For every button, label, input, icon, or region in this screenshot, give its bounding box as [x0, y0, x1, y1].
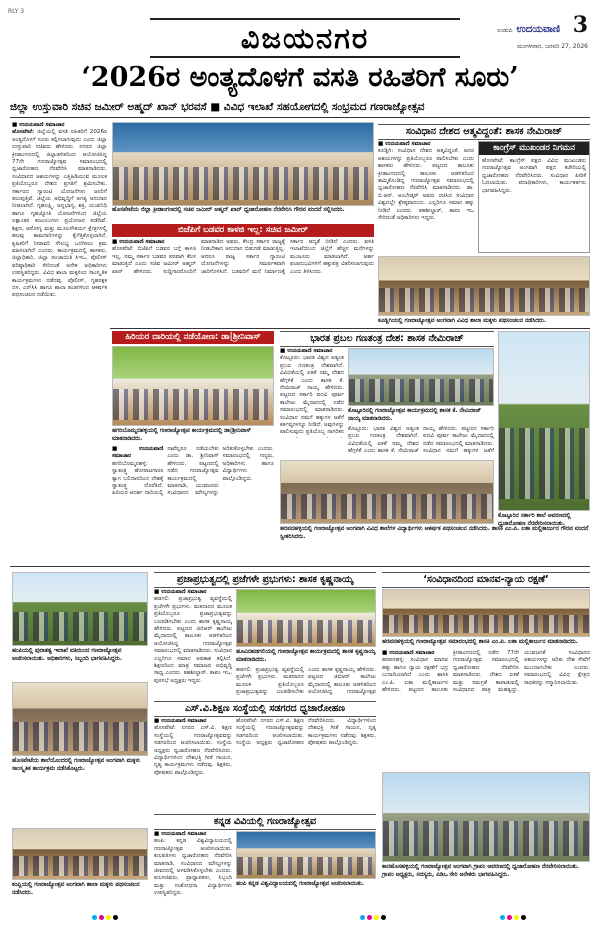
samvidhana-photo — [382, 589, 590, 637]
sandur-photo-caption: ಕೂಡ್ಲಿಗಿಯಲ್ಲಿ ಗಣರಾಜ್ಯೋತ್ಸವ ಅಂಗವಾಗಿ ವಿವಿಧ ಶಾಲಾ ಮಕ್ಕಳು ಪಥಸಂಚಲನ ನಡೆಸಿದರು. — [378, 318, 547, 324]
paper-prefix: ಉಡುಪಿ — [497, 27, 513, 34]
dateline: ಹೊಸಪೇಟೆ: — [12, 129, 35, 136]
school-event-photo — [12, 682, 148, 756]
story-sv-text-cont: ಹೊಸಪೇಟೆ: ನಗರದ ಎಸ್.ವಿ. ಶಿಕ್ಷಣ ಸಂಸ್ಥೆಯಲ್ಲಿ ಗಣರಾಜ್ಯೋತ್ಸವವನ್ನು ಸಡಗರದಿಂದ ಆಚರಿಸಲಾಯಿತು. ಸಂಸ್ಥೆಯ ಅಧ್ಯಕ್ಷರು ಧ್ವಜಾರೋಹಣ ನೆರವೇರಿಸಿದರು. ವಿದ್ಯಾರ್ಥಿಗಳಿಂದ ದೇಶಭಕ್ತಿ ಗೀತೆ ಗಾಯನ, ನೃತ್ಯ ಕಾರ್ಯಕ್ರಮಗಳು ನಡೆದವು. ಶಿಕ್ಷಕರು, ಪೋಷಕರು ಪಾಲ್ಗೊಂಡಿದ್ದರು. — [236, 718, 376, 747]
issue-date: ಮಂಗಳವಾರ, ಜನವರಿ 27, 2026 — [517, 43, 588, 50]
registration-marks — [360, 915, 386, 920]
samvidhana-photo-caption: ಹರಪನಹಳ್ಳಿಯಲ್ಲಿ ಗಣರಾಜ್ಯೋತ್ಸವ ಸಮಾರಂಭದಲ್ಲಿ ಶಾಸಕಿ ಎಂ.ಪಿ. ಲತಾ ಮಲ್ಲಿಕಾರ್ಜುನ ಮಾತನಾಡಿದರು. — [382, 639, 578, 645]
story-bharat-kicker: ಭಾರತ ಪ್ರಬಲ ಗಣತಂತ್ರ ದೇಶ: ಶಾಸಕ ನೇಮಿರಾಜ್ — [280, 331, 494, 347]
story-samvidhana-body: ಹರಪನಹಳ್ಳಿ: ಸಂವಿಧಾನ ಮಾನವ ಹಕ್ಕು ಹಾಗೂ ನ್ಯಾಯ ರಕ್ಷಣೆಗೆ ಭದ್ರ ಬುನಾದಿಯಾಗಿದೆ ಎಂದು ಶಾಸಕಿ ಎಂ.ಪಿ. ಲತಾ ಮಲ್ಲಿಕಾರ್ಜುನ ಹೇಳಿದರು. ಪಟ್ಟಣದ ತಾಲೂಕು ಕ್ರೀಡಾಂಗಣದಲ್ಲಿ ನಡೆದ 77ನೇ ಗಣರಾಜ್ಯೋತ್ಸವ ಸಮಾರಂಭದಲ್ಲಿ ಧ್ವಜಾರೋಹಣ ನೆರವೇರಿಸಿ ಮಾತನಾಡಿದರು. ದೇಶದ ಏಕತೆ ಮತ್ತು ಸಮಗ್ರತೆ ಕಾಪಾಡುವಲ್ಲಿ ಸಂವಿಧಾನದ ಪಾತ್ರ ಮಹತ್ವದ್ದು. ಯುವಜನತೆ ಸಂವಿಧಾನದ ಆಶಯಗಳನ್ನು ಅರಿತು ದೇಶ ಸೇವೆಗೆ ಮುಂದಾಗಬೇಕು ಎಂದರು. ಸಮಾರಂಭದಲ್ಲಿ ವಿವಿಧ ಕ್ಷೇತ್ರದ ಸಾಧಕರನ್ನು ಸನ್ಮಾನಿಸಲಾಯಿತು. — [382, 650, 590, 694]
story-bharat-body: ಕೊಟ್ಟೂರು: ಭಾರತ ವಿಶ್ವದ ಅತ್ಯಂತ ಪ್ರಬಲ ಗಣತಂತ್ರ ದೇಶವಾಗಿದೆ. ವಿವಿಧತೆಯಲ್ಲಿ ಏಕತೆ ನಮ್ಮ ದೇಶದ ಹೆಗ್ಗಳಿಕೆ ಎಂದು ಶಾಸಕ ಕೆ. ನೇಮಿರಾಜ್ ನಾಯ್ಕ ಹೇಳಿದರು. ಪಟ್ಟಣದ ಸರ್ಕಾರಿ ಪದವಿ ಪೂರ್ವ ಕಾಲೇಜು ಮೈದಾನದಲ್ಲಿ ನಡೆದ ಸಮಾರಂಭದಲ್ಲಿ ಮಾತನಾಡಿದರು. ಸಂವಿಧಾನ ನಮಗೆ ಹಕ್ಕುಗಳ ಜತೆಗೆ ಕರ್ತವ್ಯಗಳನ್ನೂ ನೀಡಿದೆ. ಅವುಗಳನ್ನು ಪಾಲಿಸುವುದು ಪ್ರತಿಯೊಬ್ಬ ನಾಗರಿಕನ — [280, 355, 344, 436]
lead-subhead: ಜಿಲ್ಲಾ ಉಸ್ತುವಾರಿ ಸಚಿವ ಜಮೀರ್ ಅಹ್ಮದ್ ಖಾನ್ ಭರವಸೆ ■ ವಿವಿಧ ಇಲಾಖೆ ಸಹಯೋಗದಲ್ಲಿ ಸಂಭ್ರಮದ ಗಣರಾಜ್ಯೋತ್ಸವ — [10, 101, 425, 113]
lead-photo — [112, 122, 374, 206]
hiriya-photo-caption: ಹಗರಿಬೊಮ್ಮನಹಳ್ಳಿಯಲ್ಲಿ ಗಣರಾಜ್ಯೋತ್ಸವ ಕಾರ್ಯಕ್ರಮದಲ್ಲಿ ಡಾ|ಶ್ರೀನಿವಾಸ್ ಮಾತನಾಡಿದರು. — [112, 428, 252, 442]
story-pragati-body: ಹಡಗಲಿ: ಪ್ರಜಾಪ್ರಭುತ್ವ ವ್ಯವಸ್ಥೆಯಲ್ಲಿ ಪ್ರಜೆಗಳೇ ಪ್ರಭುಗಳು. ಮತದಾನದ ಮೂಲಕ ಪ್ರತಿಯೊಬ್ಬರೂ ಪ್ರಜಾಪ್ರಭುತ್ವವನ್ನು ಬಲಪಡಿಸಬೇಕು ಎಂದು ಶಾಸಕ ಕೃಷ್ಣನಾಯ್ಕ ಹೇಳಿದರು. ಪಟ್ಟಣದ ಜಿಬಿಆರ್ ಕಾಲೇಜು ಮೈದಾನದಲ್ಲಿ ತಾಲೂಕು ಆಡಳಿತದಿಂದ ಆಯೋಜಿಸಿದ್ದ ಗಣರಾಜ್ಯೋತ್ಸವ ಸಮಾರಂಭದಲ್ಲಿ ಮಾತನಾಡಿದರು. ಸಂವಿಧಾನ ಎಲ್ಲರಿಗೂ ಸಮಾನ ಅವಕಾಶ ಕಲ್ಪಿಸಿದೆ. ಶಿಕ್ಷಣದಿಂದ ಮಾತ್ರ ಸಮಾಜದ ಅಭಿವೃದ್ಧಿ ಸಾಧ್ಯ ಎಂದರು. ತಹಶೀಲ್ದಾರ್, ತಾಪಂ ಇಒ, ಪುರಸಭೆ ಅಧ್ಯಕ್ಷರು ಇದ್ದರು. — [154, 596, 232, 684]
story-bjp-body: ಹೊಸಪೇಟೆ: ಬಿಜೆಪಿಗೆ ಬಡವರ ಬಗ್ಗೆ ಕಾಳಜಿ ಇಲ್ಲ. ನಮ್ಮ ಸರ್ಕಾರ ಬಡವರ ಪರವಾಗಿ ಕೆಲಸ ಮಾಡುತ್ತಿದೆ ಎಂದು ಸಚಿವ ಜಮೀರ್ ಅಹ್ಮದ್ ಖಾನ್ ಹೇಳಿದರು. ಸುದ್ದಿಗಾರರೊಂದಿಗೆ ಮಾತನಾಡಿದ ಅವರು, ಕೇಂದ್ರ ಸರ್ಕಾರ ರಾಜ್ಯಕ್ಕೆ ನೀಡಬೇಕಾದ ಅನುದಾನ ಬಿಡುಗಡೆ ಮಾಡುತ್ತಿಲ್ಲ. ಆದರೂ ರಾಜ್ಯ ಸರ್ಕಾರ ಗ್ಯಾರಂಟಿ ಯೋಜನೆಗಳನ್ನು ಸಮರ್ಪಕವಾಗಿ ಜಾರಿಗೊಳಿಸಿದೆ. ಬಡವರಿಗೆ ಮನೆ ನಿರ್ಮಾಣಕ್ಕೆ ಸರ್ಕಾರ ಆದ್ಯತೆ ನೀಡಿದೆ ಎಂದರು. ವಸತಿ ಇಲಾಖೆಯಿಂದ ಜಿಲ್ಲೆಗೆ ಹೆಚ್ಚಿನ ಮನೆಗಳನ್ನು ಮಂಜೂರು ಮಾಡಲಾಗಿದೆ. ಅರ್ಹ ಫಲಾನುಭವಿಗಳಿಗೆ ಹಕ್ಕುಪತ್ರ ವಿತರಿಸಲಾಗುವುದು ಎಂದು ತಿಳಿಸಿದರು. — [112, 239, 374, 275]
section-title: ವಿಜಯನಗರ — [240, 20, 370, 55]
kannada-photo-caption: ಹಂಪಿ ಕನ್ನಡ ವಿಶ್ವವಿದ್ಯಾಲಯದಲ್ಲಿ ಗಣರಾಜ್ಯೋತ್ಸವ ಆಚರಿಸಲಾಯಿತು. — [236, 881, 365, 887]
byline: ■ ಉದಯವಾಣಿ ಸಮಾಚಾರ — [154, 589, 207, 595]
section-banner — [150, 18, 460, 58]
school-event-caption: ಹೊಸಪೇಟೆಯ ಶಾಲೆಯೊಂದರಲ್ಲಿ ಗಣರಾಜ್ಯೋತ್ಸವ ಅಂಗವಾಗಿ ಮಕ್ಕಳು ಸಾಂಸ್ಕೃತಿಕ ಕಾರ್ಯಕ್ರಮ ನಡೆಸಿಕೊಟ್ಟರು. — [12, 758, 141, 772]
school-photo-caption: ಕೊಟ್ಟೂರಿನ ಸರ್ಕಾರಿ ಶಾಲೆ ಆವರಣದಲ್ಲಿ ಧ್ವಜಾರೋಹಣ ನೆರವೇರಿಸಲಾಯಿತು. — [498, 513, 571, 527]
story-hiriya-body: ಹಗರಿಬೊಮ್ಮನಹಳ್ಳಿ: ಸ್ವಾತಂತ್ರ್ಯ ಹೋರಾಟಗಾರರ ತ್ಯಾಗ ಬಲಿದಾನದಿಂದ ದೇಶಕ್ಕೆ ಸ್ವಾತಂತ್ರ್ಯ ದೊರೆತಿದೆ. ಹಿರಿಯರ ಆದರ್ಶ ದಾರಿಯಲ್ಲಿ ನಾವೆಲ್ಲರೂ ನಡೆಯಬೇಕು ಎಂದು ಡಾ. ಶ್ರೀನಿವಾಸ್ ಹೇಳಿದರು. ಪಟ್ಟಣದಲ್ಲಿ ನಡೆದ ಗಣರಾಜ್ಯೋತ್ಸವ ಕಾರ್ಯಕ್ರಮದಲ್ಲಿ ಮಾತನಾಡಿ, ಯುವಜನರು ಸಂವಿಧಾನದ ಮೌಲ್ಯಗಳನ್ನು ಅರಿತುಕೊಳ್ಳಬೇಕು ಎಂದರು. ಸಮಾರಂಭದಲ್ಲಿ ಗಣ್ಯರು, ಅಧಿಕಾರಿಗಳು ಹಾಗೂ ವಿದ್ಯಾರ್ಥಿಗಳು ಪಾಲ್ಗೊಂಡಿದ್ದರು. — [112, 446, 274, 497]
lead-story-body: ಜಿಲ್ಲೆಯಲ್ಲಿ ವಸತಿ ರಹಿತರಿಗೆ 2026ರ ಅಂತ್ಯದೊಳಗೆ ಸೂರು ಕಲ್ಪಿಸಲಾಗುವುದು ಎಂದು ಜಿಲ್ಲಾ ಉಸ್ತುವಾರಿ ಸಚಿವರು ಹೇಳಿದರು. ನಗರದ ಜಿಲ್ಲಾ ಕ್ರೀಡಾಂಗಣದಲ್ಲಿ ಜಿಲ್ಲಾಡಳಿತದಿಂದ ಆಯೋಜಿಸಿದ್ದ 77ನೇ ಗಣರಾಜ್ಯೋತ್ಸವ ಸಮಾರಂಭದಲ್ಲಿ ಧ್ವಜಾರೋಹಣ ನೆರವೇರಿಸಿ ಮಾತನಾಡಿದರು. ಸಂವಿಧಾನದ ಆಶಯಗಳನ್ನು ಎತ್ತಿಹಿಡಿಯುವ ಮೂಲಕ ಪ್ರತಿಯೊಬ್ಬರೂ ದೇಶದ ಪ್ರಗತಿಗೆ ಶ್ರಮಿಸಬೇಕು. ಸರ್ಕಾರದ ಗ್ಯಾರಂಟಿ ಯೋಜನೆಗಳು ಜನರಿಗೆ ತಲುಪುತ್ತಿವೆ. ಜಿಲ್ಲೆಯ ಅಭಿವೃದ್ಧಿಗೆ ಅಗತ್ಯ ಅನುದಾನ ನೀಡಲಾಗಿದೆ. ಗೃಹಲಕ್ಷ್ಮಿ, ಅನ್ನಭಾಗ್ಯ, ಶಕ್ತಿ, ಯುವನಿಧಿ ಹಾಗೂ ಗೃಹಜ್ಯೋತಿ ಯೋಜನೆಗಳಿಂದ ಜಿಲ್ಲೆಯ ಲಕ್ಷಾಂತರ ಕುಟುಂಬಗಳು ಪ್ರಯೋಜನ ಪಡೆದಿವೆ. ಶಿಕ್ಷಣ, ಆರೋಗ್ಯ ಮತ್ತು ಮೂಲಸೌಕರ್ಯ ಕ್ಷೇತ್ರಗಳಲ್ಲಿ ಹಲವು ಕಾಮಗಾರಿಗಳನ್ನು ಕೈಗೆತ್ತಿಕೊಳ್ಳಲಾಗಿದೆ. ಕೃಷಿಕರಿಗೆ ನೀರಾವರಿ ಸೌಲಭ್ಯ ಒದಗಿಸಲು ಕ್ರಮ ವಹಿಸಲಾಗಿದೆ ಎಂದರು. ಕಾರ್ಯಕ್ರಮದಲ್ಲಿ ಶಾಸಕರು, ಜಿಲ್ಲಾಧಿಕಾರಿ, ಜಿಲ್ಲಾ ಪಂಚಾಯಿತಿ ಸಿಇಒ, ಪೊಲೀಸ್ ವರಿಷ್ಠಾಧಿಕಾರಿ ಸೇರಿದಂತೆ ಅನೇಕ ಅಧಿಕಾರಿಗಳು ಉಪಸ್ಥಿತರಿದ್ದರು. ವಿವಿಧ ಶಾಲಾ ಮಕ್ಕಳಿಂದ ಸಾಂಸ್ಕೃತಿಕ ಕಾರ್ಯಕ್ರಮಗಳು ನಡೆದವು. ಪೊಲೀಸ್, ಗೃಹರಕ್ಷಕ ದಳ, ಎನ್‌ಸಿಸಿ ಹಾಗೂ ಶಾಲಾ ತಂಡಗಳಿಂದ ಆಕರ್ಷಕ ಪಥಸಂಚಲನ ನಡೆಯಿತು. — [12, 129, 107, 299]
story-samvidhana-text — [382, 650, 590, 766]
lead-headline: ‘2026ರ ಅಂತ್ಯದೊಳಗೆ ವಸತಿ ರಹಿತರಿಗೆ ಸೂರು’ — [81, 62, 519, 93]
story-hiriya-text — [112, 446, 274, 564]
story-sandur-text — [378, 141, 474, 253]
story-sv-body: ಹೊಸಪೇಟೆ: ನಗರದ ಎಸ್.ವಿ. ಶಿಕ್ಷಣ ಸಂಸ್ಥೆಯಲ್ಲಿ ಗಣರಾಜ್ಯೋತ್ಸವವನ್ನು ಸಡಗರದಿಂದ ಆಚರಿಸಲಾಯಿತು. ಸಂಸ್ಥೆಯ ಅಧ್ಯಕ್ಷರು ಧ್ವಜಾರೋಹಣ ನೆರವೇರಿಸಿದರು. ವಿದ್ಯಾರ್ಥಿಗಳಿಂದ ದೇಶಭಕ್ತಿ ಗೀತೆ ಗಾಯನ, ನೃತ್ಯ ಕಾರ್ಯಕ್ರಮಗಳು ನಡೆದವು. ಶಿಕ್ಷಕರು, ಪೋಷಕರು ಪಾಲ್ಗೊಂಡಿದ್ದರು. — [154, 725, 232, 776]
story-kannada-text — [154, 831, 232, 915]
story-kannada-kicker: ಕನ್ನಡ ವಿವಿಯಲ್ಲಿ ಗಣರಾಜ್ಯೋತ್ಸವ — [154, 814, 376, 830]
story-kannada-body: ಹಂಪಿ: ಕನ್ನಡ ವಿಶ್ವವಿದ್ಯಾಲಯದಲ್ಲಿ ಗಣರಾಜ್ಯೋತ್ಸವ ಆಚರಿಸಲಾಯಿತು. ಕುಲಪತಿಗಳು ಧ್ವಜಾರೋಹಣ ನೆರವೇರಿಸಿ ಮಾತನಾಡಿ, ಸಂವಿಧಾನದ ಮೌಲ್ಯಗಳನ್ನು ಜೀವನದಲ್ಲಿ ಅಳವಡಿಸಿಕೊಳ್ಳಬೇಕು ಎಂದರು. ಕುಲಸಚಿವರು, ಪ್ರಾಧ್ಯಾಪಕರು, ಸಿಬ್ಬಂದಿ ಮತ್ತು ಸಂಶೋಧನಾ ವಿದ್ಯಾರ್ಥಿಗಳು ಉಪಸ್ಥಿತರಿದ್ದರು. — [154, 838, 232, 897]
paper-title: ಉದಯವಾಣಿ — [516, 24, 560, 35]
bharat-photo — [348, 348, 494, 406]
sandur-photo — [378, 256, 590, 316]
byline: ■ ಉದಯವಾಣಿ ಸಮಾಚಾರ — [280, 348, 333, 354]
story-bharat-text-cont: ಕೊಟ್ಟೂರು: ಭಾರತ ವಿಶ್ವದ ಅತ್ಯಂತ ಪ್ರಬಲ ಗಣತಂತ್ರ ದೇಶವಾಗಿದೆ. ವಿವಿಧತೆಯಲ್ಲಿ ಏಕತೆ ನಮ್ಮ ದೇಶದ ಹೆಗ್ಗಳಿಕೆ ಎಂದು ಶಾಸಕ ಕೆ. ನೇಮಿರಾಜ್ ನಾಯ್ಕ ಹೇಳಿದರು. ಪಟ್ಟಣದ ಸರ್ಕಾರಿ ಪದವಿ ಪೂರ್ವ ಕಾಲೇಜು ಮೈದಾನದಲ್ಲಿ ನಡೆದ ಸಮಾರಂಭದಲ್ಲಿ ಮಾತನಾಡಿದರು. ಸಂವಿಧಾನ ನಮಗೆ ಹಕ್ಕುಗಳ ಜತೆಗೆ — [348, 426, 494, 455]
story-sandur-kicker: ಸಂವಿಧಾನ ದೇಶದ ಆತ್ಮವಿದ್ದಂತೆ: ಶಾಸಕ ನೇಮಿರಾಜ್ — [378, 124, 590, 140]
rule — [10, 117, 590, 118]
rule — [110, 328, 590, 329]
hampi-photo-caption: ಹಂಪಿಯಲ್ಲಿ ಪುರಾತತ್ವ ಇಲಾಖೆ ವತಿಯಿಂದ ಗಣರಾಜ್ಯೋತ್ಸವ ಆಚರಿಸಲಾಯಿತು. ಅಧಿಕಾರಿಗಳು, ಸಿಬ್ಬಂದಿ ಭಾಗವಹಿಸಿದ್ದರು. — [12, 648, 123, 662]
kampli-photo — [12, 828, 148, 880]
pragati-photo-caption: ಹೂವಿನಹಡಗಲಿಯಲ್ಲಿ ಗಣರಾಜ್ಯೋತ್ಸವ ಕಾರ್ಯಕ್ರಮದಲ್ಲಿ ಶಾಸಕ ಕೃಷ್ಣನಾಯ್ಕ ಮಾತನಾಡಿದರು. — [236, 649, 376, 663]
byline: ■ ಉದಯವಾಣಿ ಸಮಾಚಾರ — [112, 446, 164, 460]
byline: ■ ಉದಯವಾಣಿ ಸಮಾಚಾರ — [12, 122, 65, 128]
kannada-photo — [236, 831, 376, 879]
byline: ■ ಉದಯವಾಣಿ ಸಮಾಚಾರ — [154, 831, 207, 837]
story-congress-kicker: ಕಾಂಗ್ರೆಸ್ ಮುಖಂಡರ ನಿಗಮನ — [479, 142, 589, 155]
byline: ■ ಉದಯವಾಣಿ ಸಮಾಚಾರ — [154, 718, 207, 724]
story-pragati-text — [154, 589, 232, 697]
story-sv-text — [154, 718, 232, 810]
byline: ■ ಉದಯವಾಣಿ ಸಮಾಚಾರ — [378, 141, 431, 147]
parade-photo-caption: ಹರಪನಹಳ್ಳಿಯಲ್ಲಿ ಗಣರಾಜ್ಯೋತ್ಸವ ಅಂಗವಾಗಿ ವಿವಿಧ ಶಾಲೆಗಳ ವಿದ್ಯಾರ್ಥಿಗಳು ಆಕರ್ಷಕ ಪಥಸಂಚಲನ ನಡೆಸಿದರು. ಶಾಸಕಿ ಎಂ.ಪಿ. ಲತಾ ಮಲ್ಲಿಕಾರ್ಜುನ ಗೌರವ ವಂದನೆ ಸ್ವೀಕರಿಸಿದರು. — [280, 526, 589, 540]
story-hiriya-kicker: ಹಿರಿಯರ ದಾರಿಯಲ್ಲಿ ನಡೆಯೋಣ: ಡಾ|ಶ್ರೀನಿವಾಸ್ — [112, 331, 274, 344]
parade-photo — [280, 460, 494, 524]
story-bharat-text — [280, 348, 344, 438]
paper-name — [497, 24, 560, 35]
story-bjp-kicker: ಬಿಜೆಪಿಗೆ ಬಡವರ ಕಾಳಜಿ ಇಲ್ಲ: ಸಚಿವ ಜಮೀರ್ — [112, 224, 374, 237]
school-photo — [498, 331, 590, 511]
story-samvidhana-kicker: ‘ಸಂವಿಧಾನದಿಂದ ಮಾನವ-ನ್ಯಾಯ ರಕ್ಷಣೆ’ — [382, 572, 590, 588]
registration-marks — [500, 915, 526, 920]
hampi-photo — [12, 572, 148, 646]
byline: ■ ಉದಯವಾಣಿ ಸಮಾಚಾರ — [112, 239, 165, 245]
kanahosahalli-photo — [382, 772, 590, 862]
kanahosahalli-caption: ಕಾನಹೊಸಹಳ್ಳಿಯಲ್ಲಿ ಗಣರಾಜ್ಯೋತ್ಸವ ಅಂಗವಾಗಿ ಗ್ರಾಪಂ ಆವರಣದಲ್ಲಿ ಧ್ವಜಾರೋಹಣ ನೆರವೇರಿಸಲಾಯಿತು. ಗ್ರಾಪಂ ಅಧ್ಯಕ್ಷರು, ಸದಸ್ಯರು, ಪಿಡಿಒ ಸೇರಿ ಅನೇಕರು ಭಾಗವಹಿಸಿದ್ದರು. — [382, 864, 580, 878]
story-pragati-kicker: ಪ್ರಜಾಪ್ರಭುತ್ವದಲ್ಲಿ ಪ್ರಜೆಗಳೇ ಪ್ರಭುಗಳು: ಶಾಸಕ ಕೃಷ್ಣನಾಯ್ಕ — [154, 572, 376, 588]
bharat-photo-caption: ಕೊಟ್ಟೂರಿನಲ್ಲಿ ಗಣರಾಜ್ಯೋತ್ಸವ ಕಾರ್ಯಕ್ರಮದಲ್ಲಿ ಶಾಸಕ ಕೆ. ನೇಮಿರಾಜ್ ನಾಯ್ಕ ಮಾತನಾಡಿದರು. — [348, 408, 482, 422]
story-congress-text: ಹೊಸಪೇಟೆ: ಕಾಂಗ್ರೆಸ್ ಪಕ್ಷದ ವಿವಿಧ ಮುಖಂಡರು ಗಣರಾಜ್ಯೋತ್ಸವ ಅಂಗವಾಗಿ ಪಕ್ಷದ ಕಚೇರಿಯಲ್ಲಿ ಧ್ವಜಾರೋಹಣ ನೆರವೇರಿಸಿದರು. ಸಂವಿಧಾನ ಪೀಠಿಕೆ ಓದಲಾಯಿತು. ಪದಾಧಿಕಾರಿಗಳು, ಕಾರ್ಯಕರ್ತರು ಭಾಗವಹಿಸಿದ್ದರು. — [482, 158, 586, 194]
story-sv-kicker: ಎಸ್.ವಿ.ಶಿಕ್ಷಣ ಸಂಸ್ಥೆಯಲ್ಲಿ ಸಡಗರದ ಧ್ವಜಾರೋಹಣ — [154, 701, 376, 717]
rule — [10, 566, 590, 567]
story-pragati-text-cont: ಹಡಗಲಿ: ಪ್ರಜಾಪ್ರಭುತ್ವ ವ್ಯವಸ್ಥೆಯಲ್ಲಿ ಪ್ರಜೆಗಳೇ ಪ್ರಭುಗಳು. ಮತದಾನದ ಮೂಲಕ ಪ್ರತಿಯೊಬ್ಬರೂ ಪ್ರಜಾಪ್ರಭುತ್ವವನ್ನು ಬಲಪಡಿಸಬೇಕು ಎಂದು ಶಾಸಕ ಕೃಷ್ಣನಾಯ್ಕ ಹೇಳಿದರು. ಪಟ್ಟಣದ ಜಿಬಿಆರ್ ಕಾಲೇಜು ಮೈದಾನದಲ್ಲಿ ತಾಲೂಕು ಆಡಳಿತದಿಂದ ಆಯೋಜಿಸಿದ್ದ ಗಣರಾಜ್ಯೋತ್ಸವ — [236, 667, 376, 696]
lead-story-text — [12, 122, 107, 562]
page-number: 3 — [572, 12, 588, 38]
kampli-photo-caption: ಕಂಪ್ಲಿಯಲ್ಲಿ ಗಣರಾಜ್ಯೋತ್ಸವ ಅಂಗವಾಗಿ ಶಾಲಾ ಮಕ್ಕಳು ಪಥಸಂಚಲನ ನಡೆಸಿದರು. — [12, 882, 140, 896]
registration-marks — [92, 915, 118, 920]
byline: ■ ಉದಯವಾಣಿ ಸಮಾಚಾರ — [382, 650, 435, 656]
page-code: RLY 3 — [8, 8, 25, 15]
story-sandur-body: ಕೂಡ್ಲಿಗಿ: ಸಂವಿಧಾನ ದೇಶದ ಆತ್ಮವಿದ್ದಂತೆ. ಅದರ ಆಶಯಗಳನ್ನು ಪ್ರತಿಯೊಬ್ಬರೂ ಪಾಲಿಸಬೇಕು ಎಂದು ಶಾಸಕರು ಹೇಳಿದರು. ಪಟ್ಟಣದ ತಾಲೂಕು ಕ್ರೀಡಾಂಗಣದಲ್ಲಿ ತಾಲೂಕು ಆಡಳಿತದಿಂದ ಹಮ್ಮಿಕೊಂಡಿದ್ದ ಗಣರಾಜ್ಯೋತ್ಸವ ಸಮಾರಂಭದಲ್ಲಿ ಧ್ವಜಾರೋಹಣ ನೆರವೇರಿಸಿ ಮಾತನಾಡಿದರು. ಡಾ. ಬಿ.ಆರ್. ಅಂಬೇಡ್ಕರ್ ಅವರು ರಚಿಸಿದ ಸಂವಿಧಾನ ವಿಶ್ವದಲ್ಲೇ ಶ್ರೇಷ್ಠವಾದುದು. ಎಲ್ಲರಿಗೂ ಸಮಾನ ಹಕ್ಕು ನೀಡಿದೆ ಎಂದರು. ತಹಶೀಲ್ದಾರ್, ತಾಪಂ ಇಒ ಸೇರಿದಂತೆ ಅಧಿಕಾರಿಗಳು ಇದ್ದರು. — [378, 148, 474, 222]
pragati-photo — [236, 589, 376, 647]
lead-photo-caption: ಹೊಸಪೇಟೆಯ ಜಿಲ್ಲಾ ಕ್ರೀಡಾಂಗಣದಲ್ಲಿ ಸಚಿವ ಜಮೀರ್ ಅಹ್ಮದ್ ಖಾನ್ ಧ್ವಜಾರೋಹಣ ನೆರವೇರಿಸಿ ಗೌರವ ವಂದನೆ ಸಲ್ಲಿಸಿದರು. — [112, 207, 345, 213]
hiriya-photo — [112, 346, 274, 426]
story-bjp-text — [112, 239, 374, 317]
